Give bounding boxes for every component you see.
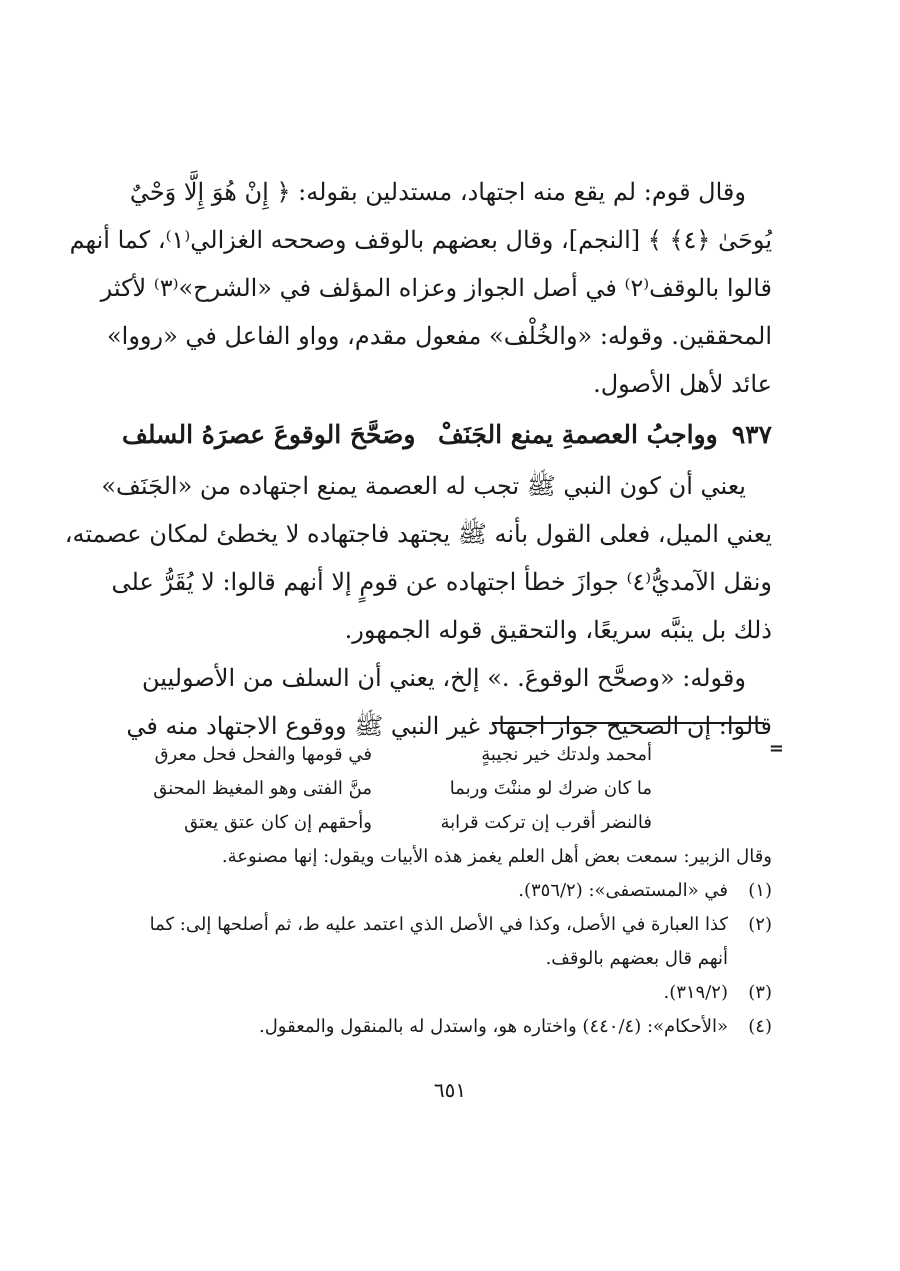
main-text bbox=[64, 168, 772, 750]
footnote-number: (٤) bbox=[748, 1016, 772, 1037]
footnote-text: في «المستصفى»: (٣٥٦/٢). bbox=[518, 880, 728, 901]
footnote-4 bbox=[122, 1010, 772, 1044]
text-line: قالوا: إن الصحيح جواز اجتهاد غير النبي ﷺ ووقوع الاجتهاد منه في bbox=[126, 712, 772, 740]
footnote-separator bbox=[492, 722, 764, 724]
continuation-mark: = bbox=[768, 738, 784, 759]
poem-row bbox=[122, 738, 772, 772]
verse-hemistich-1: وواجبُ العصمةِ يمنع الجَنَفْ bbox=[437, 420, 718, 449]
footnote-1 bbox=[122, 874, 772, 908]
text-line: يعني الميل، فعلى القول بأنه ﷺ يجتهد فاجتهاده لا يخطئ لمكان عصمته، bbox=[64, 520, 772, 548]
poem-hemistich-left: وأحقهم إن كان عتق يعتق bbox=[184, 812, 372, 833]
poem-hemistich-right: فالنضر أقرب إن تركت قرابة bbox=[440, 812, 652, 833]
poem-hemistich-left: في قومها والفحل فحل معرق bbox=[154, 744, 372, 765]
verse-line bbox=[122, 408, 772, 462]
poem-hemistich-right: أمحمد ولدتك خير نجيبةٍ bbox=[481, 744, 652, 765]
text-line: قالوا بالوقف⁽٢⁾ في أصل الجواز وعزاه المؤلف في «الشرح»⁽٣⁾ لأكثر bbox=[100, 274, 772, 302]
text-line: يُوحَىٰ ﴿٤﴾ ﴾ [النجم]، وقال بعضهم بالوقف وصححه الغزالي⁽١⁾، كما أنهم bbox=[69, 226, 772, 254]
page-number: ٦٥١ bbox=[433, 1078, 467, 1102]
footnote-text: (٣١٩/٢). bbox=[663, 982, 728, 1003]
footnotes bbox=[122, 738, 784, 1044]
verse-first-half bbox=[438, 408, 772, 462]
poem-hemistich-right: ما كان ضرك لو مننْتَ وربما bbox=[449, 778, 652, 799]
poem-hemistich-left: منَّ الفتى وهو المغيظ المحنق bbox=[153, 778, 372, 799]
text-line: ونقل الآمديُّ⁽٤⁾ جوازَ خطأ اجتهاده عن قومٍ إلا أنهم قالوا: لا يُقَرُّ على bbox=[111, 568, 772, 596]
footnote-3 bbox=[122, 976, 772, 1010]
text-line: عائد لأهل الأصول. bbox=[593, 370, 772, 398]
text-line: وقال قوم: لم يقع منه اجتهاد، مستدلين بقوله: ﴿ إِنْ هُوَ إِلَّا وَحْيٌ bbox=[129, 178, 746, 206]
footnote-number: (١) bbox=[748, 880, 772, 901]
text-line: وقوله: «وصحَّح الوقوعَ. .» إلخ، يعني أن السلف من الأصوليين bbox=[141, 664, 746, 692]
poem-row bbox=[122, 772, 772, 806]
text-line: ذلك بل ينبَّه سريعًا، والتحقيق قوله الجمهور. bbox=[344, 616, 772, 644]
footnote-2 bbox=[122, 908, 772, 976]
footnote-text: كذا العبارة في الأصل، وكذا في الأصل الذي اعتمد عليه ط، ثم أصلحها إلى: كما bbox=[149, 914, 728, 935]
poem-row bbox=[122, 806, 772, 840]
verse-number: ٩٣٧ bbox=[731, 420, 772, 449]
text-line: المحققين. وقوله: «والخُلْف» مفعول مقدم، وواو الفاعل في «رووا» bbox=[106, 322, 772, 350]
footnote-text: أنهم قال بعضهم بالوقف. bbox=[545, 948, 728, 969]
footnote-number: (٢) bbox=[748, 914, 772, 935]
poem-block bbox=[122, 738, 784, 840]
footnote-number: (٣) bbox=[748, 982, 772, 1003]
footnote-text: «الأحكام»: (٤٤٠/٤) واختاره هو، واستدل له بالمنقول والمعقول. bbox=[259, 1016, 728, 1037]
text-line: يعني أن كون النبي ﷺ تجب له العصمة يمنع اجتهاده من «الجَنَف» bbox=[101, 472, 746, 500]
footnote-text: وقال الزبير: سمعت بعض أهل العلم يغمز هذه الأبيات ويقول: إنها مصنوعة. bbox=[221, 846, 772, 867]
verse-hemistich-2: وصَحَّحَ الوقوعَ عصرَهُ السلف bbox=[122, 420, 416, 449]
